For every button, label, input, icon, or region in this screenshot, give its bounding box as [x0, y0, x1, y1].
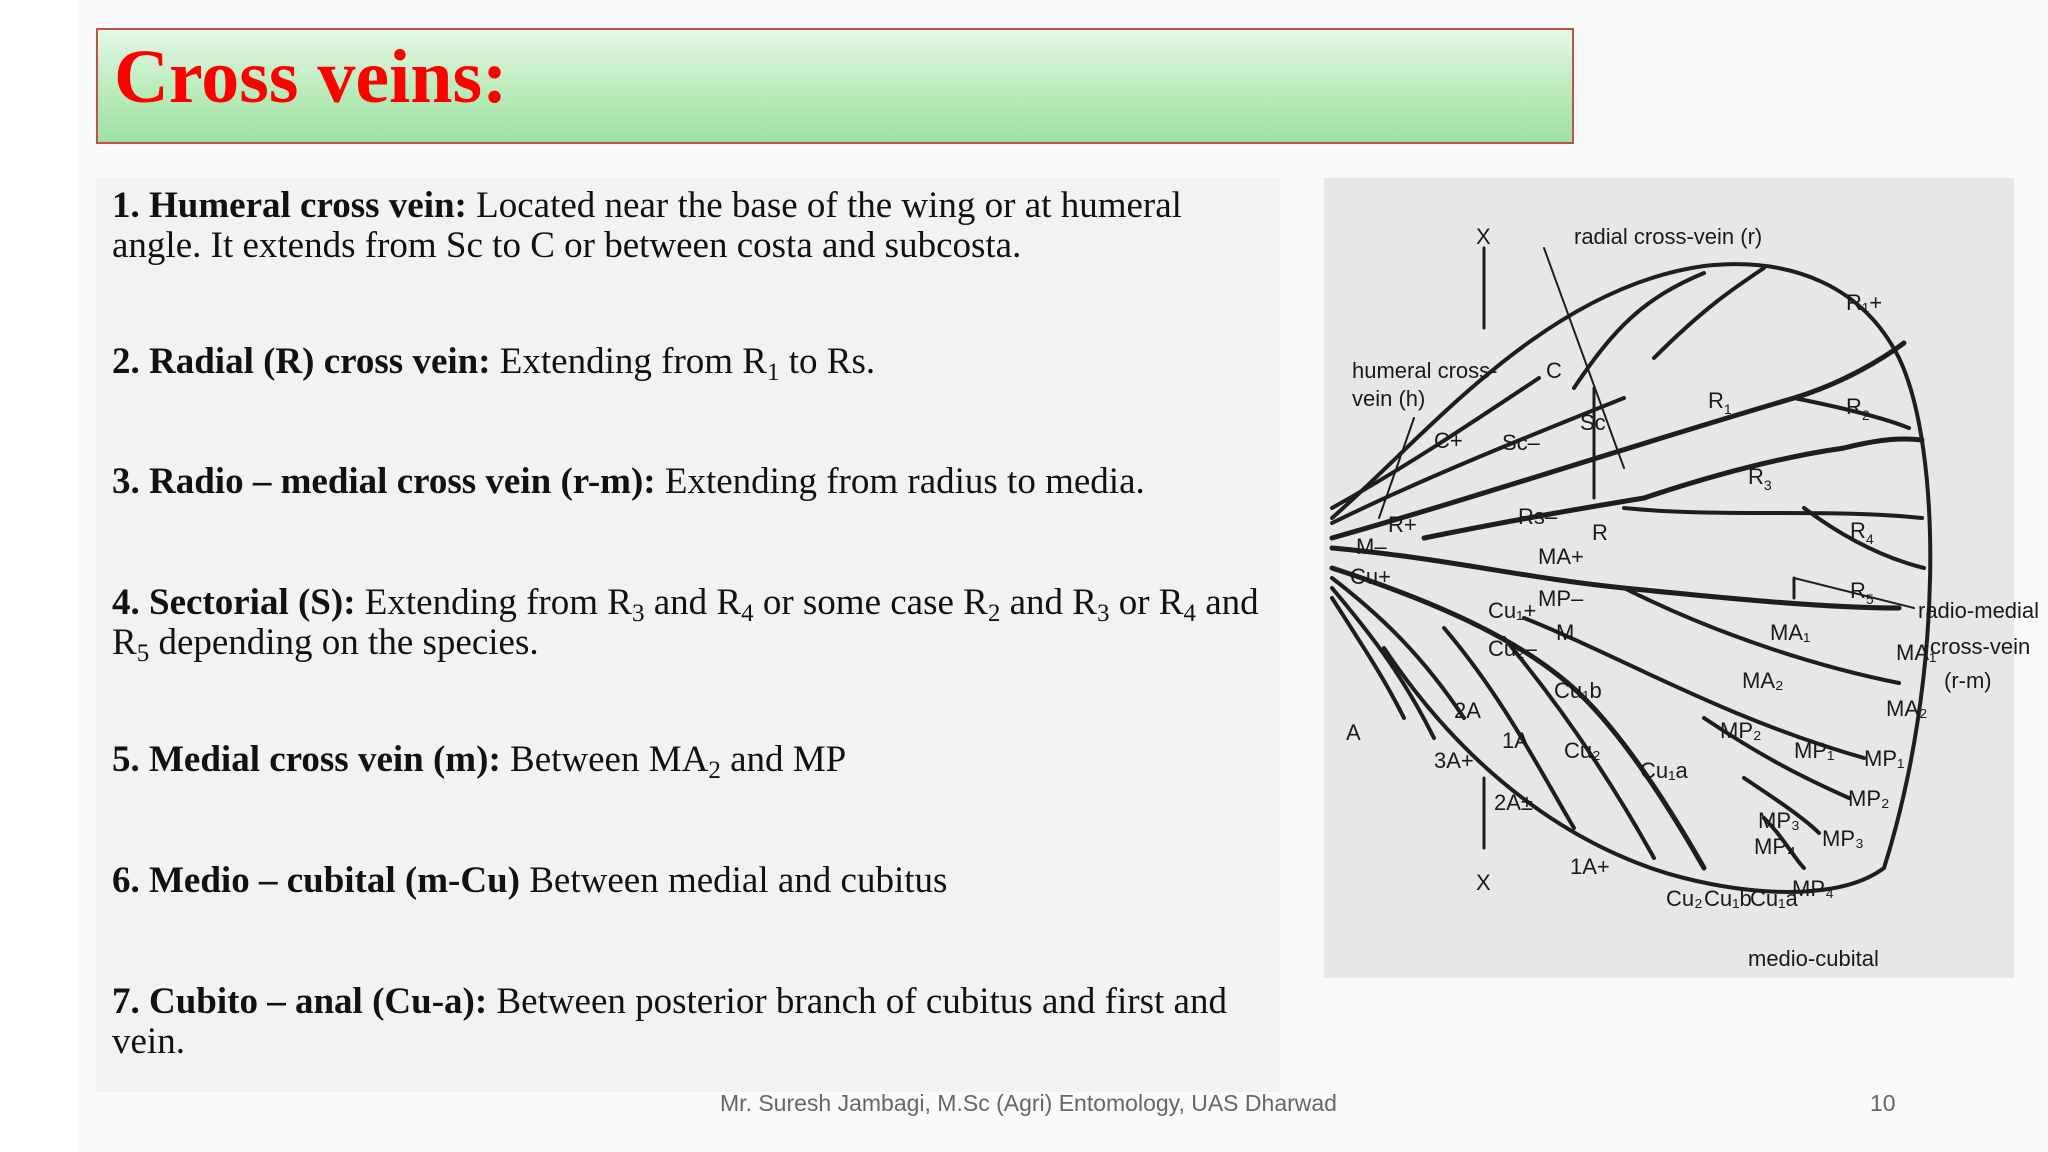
- label-mp4-inner: MP₄: [1754, 834, 1796, 859]
- item-text: Located near the base of the wing or at humeral angle. It extends from Sc to C or between costa and subcosta.: [112, 185, 1182, 266]
- label-cu1a-edge: Cu₁a: [1750, 886, 1798, 911]
- slide-title: Cross veins:: [114, 35, 508, 119]
- label-radio-medial-1: radio-medial: [1918, 598, 2040, 623]
- label-radio-medial-2: cross-vein: [1930, 634, 2031, 659]
- label-c-plus: C+: [1434, 428, 1463, 453]
- label-cu2-inner: Cu₂: [1564, 738, 1601, 763]
- footer-author: Mr. Suresh Jambagi, M.Sc (Agri) Entomology, UAS Dharwad: [720, 1090, 1337, 1116]
- item-heading: 3. Radio – medial cross vein (r-m):: [112, 461, 656, 502]
- wing-diagram: [1324, 178, 2040, 978]
- label-1a: 1A: [1502, 728, 1529, 753]
- label-r1: $R_1$: [1708, 388, 1732, 417]
- list-item-medio-cubital: 6. Medio – cubital (m-Cu) Between medial and cubitus: [112, 860, 948, 901]
- label-ma2-edge: MA₂: [1886, 696, 1928, 721]
- label-c: C: [1546, 358, 1562, 383]
- label-r: R: [1592, 520, 1608, 545]
- label-r2: $R_2$: [1846, 394, 1870, 423]
- label-cu2-edge: Cu₂: [1666, 886, 1703, 911]
- label-humeral-2: vein (h): [1352, 386, 1426, 411]
- item-heading: 4. Sectorial (S):: [112, 582, 356, 623]
- label-2a: 2A: [1454, 698, 1481, 723]
- label-mp3-inner: MP₃: [1758, 808, 1800, 833]
- label-ma2: MA₂: [1742, 668, 1784, 693]
- label-mp2-inner: MP₂: [1720, 718, 1762, 743]
- label-cu-plus: Cu+: [1350, 564, 1391, 589]
- list-item-medial: 5. Medial cross vein (m): Between $MA_2$ and MP: [112, 739, 847, 784]
- label-ma1: MA₁: [1770, 620, 1811, 645]
- label-r5: $R_5$: [1850, 578, 1874, 607]
- label-mp-minus: MP–: [1538, 586, 1584, 611]
- list-item-radio-medial: 3. Radio – medial cross vein (r-m): Extending from radius to media.: [112, 461, 1145, 502]
- label-radio-medial-3: (r-m): [1944, 668, 1992, 693]
- page-number: 10: [1870, 1090, 1896, 1116]
- label-cu2-minus: Cu₂–: [1488, 636, 1537, 661]
- label-medio-cubital: medio-cubital: [1748, 946, 1879, 971]
- list-item-radial: 2. Radial (R) cross vein: Extending from $R_1$ to Rs.: [112, 341, 876, 386]
- label-cu1b-inner: Cu₁b: [1554, 678, 1602, 703]
- label-2a-pm: 2A±: [1494, 790, 1533, 815]
- item-heading: 1. Humeral cross vein:: [112, 185, 467, 226]
- label-mp2-edge: MP₂: [1848, 786, 1890, 811]
- label-x-bottom: X: [1476, 870, 1491, 895]
- label-mp1-inner: MP₁: [1794, 738, 1835, 763]
- label-ma1-edge: MA₁: [1896, 640, 1937, 665]
- label-1a-plus: 1A+: [1570, 854, 1610, 879]
- label-r4: $R_4$: [1850, 518, 1874, 547]
- content-box: [96, 178, 1280, 1092]
- label-m-minus: M–: [1356, 534, 1387, 559]
- label-x-top: X: [1476, 224, 1491, 249]
- label-mp4-edge: MP₄: [1792, 876, 1834, 901]
- wing-venation-figure: [1324, 178, 2040, 978]
- label-sc: Sc: [1580, 410, 1606, 435]
- label-cu1-plus: Cu₁+: [1488, 598, 1537, 623]
- label-m: M: [1556, 620, 1575, 645]
- label-mp3-edge: MP₃: [1822, 826, 1864, 851]
- label-rs-minus: Rs–: [1518, 504, 1558, 529]
- label-mp1-edge: MP₁: [1864, 746, 1905, 771]
- label-3a-plus: 3A+: [1434, 748, 1474, 773]
- item-heading: 2. Radial (R) cross vein:: [112, 341, 491, 382]
- label-r1-plus: R₁+: [1846, 290, 1883, 315]
- label-ma-plus: MA+: [1538, 544, 1584, 569]
- label-r-plus: R+: [1388, 512, 1417, 537]
- item-heading: 7. Cubito – anal (Cu-a):: [112, 981, 488, 1022]
- list-item-sectorial: 4. Sectorial (S): Extending from $R_3$ and $R_4$ or some case $R_2$ and $R_3$ or $R_4$ and $R_5$ depending on the species.: [112, 582, 1259, 667]
- item-heading: 6. Medio – cubital (m-Cu): [112, 860, 520, 901]
- label-cu1b-edge: Cu₁b: [1704, 886, 1752, 911]
- list-item-cubito-anal: 7. Cubito – anal (Cu-a): Between posterior branch of cubitus and first and vein.: [112, 981, 1227, 1062]
- title-box: [96, 28, 1574, 144]
- item-heading: 5. Medial cross vein (m):: [112, 739, 501, 780]
- label-humeral-1: humeral cross-: [1352, 358, 1498, 383]
- label-radial-cross-vein: radial cross-vein (r): [1574, 224, 1763, 249]
- label-sc-minus: Sc–: [1502, 430, 1540, 455]
- label-a: A: [1346, 720, 1361, 745]
- list-item-humeral: [112, 186, 1272, 266]
- label-cu1a-inner: Cu₁a: [1640, 758, 1688, 783]
- label-r3: $R_3$: [1748, 464, 1772, 493]
